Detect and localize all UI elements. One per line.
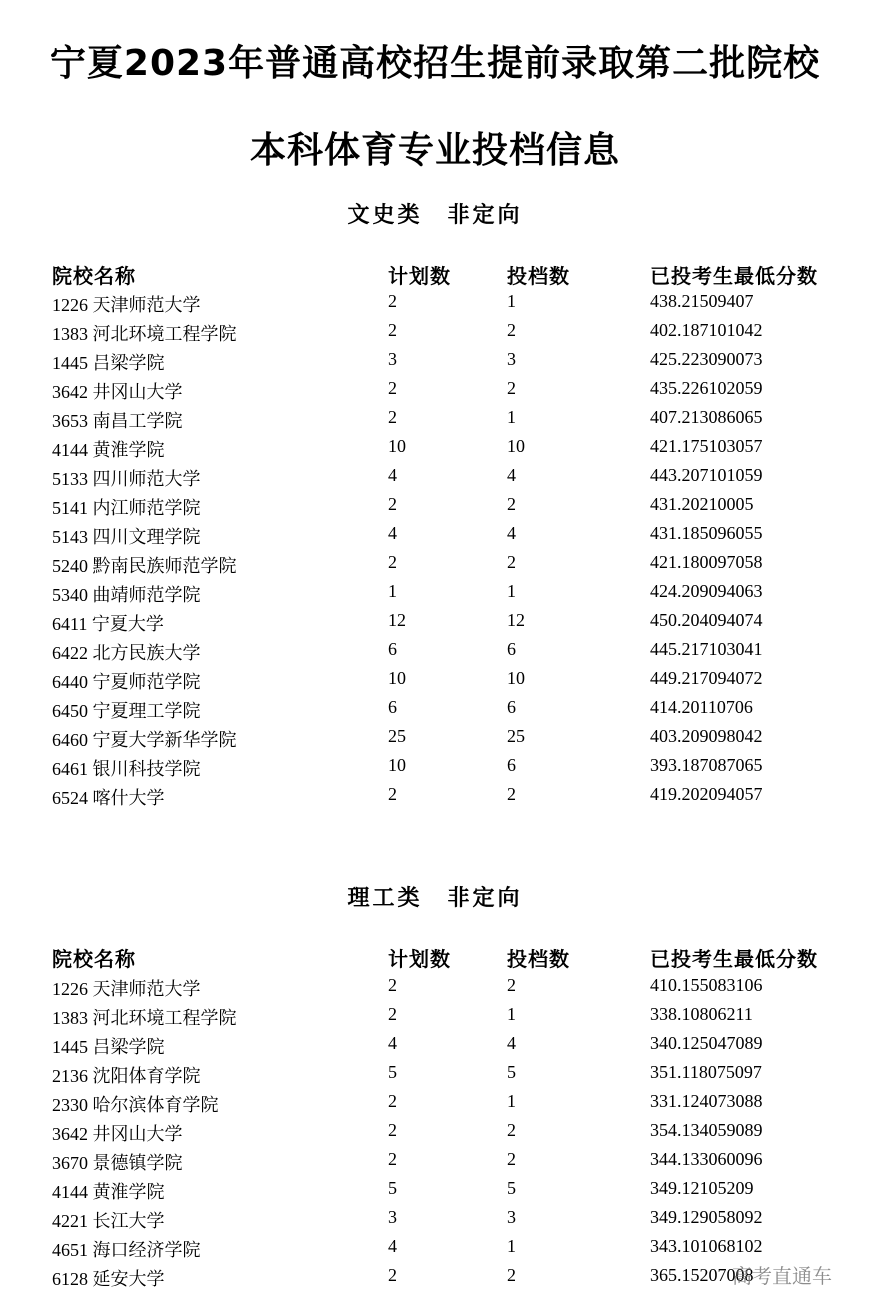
column-header: 投档数 (507, 264, 570, 288)
school-name: 3642 井冈山大学 (52, 1124, 183, 1144)
plan-count: 4 (388, 465, 397, 485)
table-row (0, 349, 870, 378)
table-row (0, 668, 870, 697)
plan-count: 2 (388, 494, 397, 514)
filed-count: 5 (507, 1062, 516, 1082)
min-score: 419.202094057 (650, 784, 763, 804)
min-score: 445.217103041 (650, 639, 763, 659)
school-name: 6422 北方民族大学 (52, 643, 201, 663)
document-title-line2: 本科体育专业投档信息 (249, 130, 620, 171)
min-score: 449.217094072 (650, 668, 763, 688)
table-row (0, 1033, 870, 1062)
plan-count: 5 (388, 1062, 397, 1082)
school-name: 5340 曲靖师范学院 (52, 585, 201, 605)
plan-count: 6 (388, 697, 397, 717)
filed-count: 5 (507, 1178, 516, 1198)
plan-count: 2 (388, 1120, 397, 1140)
table-row (0, 755, 870, 784)
min-score: 393.187087065 (650, 755, 763, 775)
filed-count: 2 (507, 784, 516, 804)
min-score: 349.129058092 (650, 1207, 763, 1227)
plan-count: 4 (388, 1236, 397, 1256)
column-header: 院校名称 (52, 947, 136, 971)
table-row (0, 1207, 870, 1236)
plan-count: 2 (388, 1149, 397, 1169)
school-name: 6411 宁夏大学 (52, 614, 164, 634)
school-name: 6460 宁夏大学新华学院 (52, 730, 237, 750)
min-score: 431.185096055 (650, 523, 763, 543)
school-name: 2330 哈尔滨体育学院 (52, 1095, 219, 1115)
school-name: 1226 天津师范大学 (52, 979, 201, 999)
section-heading: 理工类 非定向 (347, 885, 523, 911)
column-header: 计划数 (388, 947, 451, 971)
table-row (0, 1149, 870, 1178)
school-name: 3670 景德镇学院 (52, 1153, 183, 1173)
filed-count: 1 (507, 407, 516, 427)
filed-count: 1 (507, 1091, 516, 1111)
filed-count: 1 (507, 581, 516, 601)
filed-count: 6 (507, 697, 516, 717)
watermark: 高考直通车 (732, 1264, 832, 1288)
min-score: 331.124073088 (650, 1091, 763, 1111)
filed-count: 2 (507, 1265, 516, 1285)
table-row (0, 378, 870, 407)
filed-count: 4 (507, 465, 516, 485)
filed-count: 2 (507, 1120, 516, 1140)
filed-count: 25 (507, 726, 525, 746)
min-score: 424.209094063 (650, 581, 763, 601)
school-name: 5143 四川文理学院 (52, 527, 201, 547)
table-row (0, 320, 870, 349)
table-row (0, 1120, 870, 1149)
school-name: 4651 海口经济学院 (52, 1240, 201, 1260)
school-name: 6450 宁夏理工学院 (52, 701, 201, 721)
school-name: 1383 河北环境工程学院 (52, 324, 237, 344)
min-score: 365.15207008 (650, 1265, 754, 1285)
table-row (0, 1004, 870, 1033)
table-row (0, 1091, 870, 1120)
plan-count: 2 (388, 291, 397, 311)
plan-count: 2 (388, 975, 397, 995)
filed-count: 3 (507, 1207, 516, 1227)
filed-count: 4 (507, 1033, 516, 1053)
section-heading: 文史类 非定向 (347, 202, 523, 228)
min-score: 450.204094074 (650, 610, 763, 630)
column-header: 计划数 (388, 264, 451, 288)
plan-count: 6 (388, 639, 397, 659)
school-name: 5141 内江师范学院 (52, 498, 201, 518)
document-title-line1: 宁夏2023年普通高校招生提前录取第二批院校 (49, 43, 821, 84)
plan-count: 2 (388, 320, 397, 340)
plan-count: 2 (388, 552, 397, 572)
filed-count: 2 (507, 378, 516, 398)
min-score: 425.223090073 (650, 349, 763, 369)
table-row (0, 610, 870, 639)
min-score: 351.118075097 (650, 1062, 762, 1082)
min-score: 443.207101059 (650, 465, 763, 485)
plan-count: 2 (388, 1004, 397, 1024)
min-score: 435.226102059 (650, 378, 763, 398)
school-name: 3642 井冈山大学 (52, 382, 183, 402)
table-row (0, 494, 870, 523)
column-header: 已投考生最低分数 (650, 947, 818, 971)
min-score: 421.175103057 (650, 436, 763, 456)
min-score: 410.155083106 (650, 975, 763, 995)
school-name: 6524 喀什大学 (52, 788, 165, 808)
school-name: 4144 黄淮学院 (52, 440, 165, 460)
min-score: 354.134059089 (650, 1120, 763, 1140)
plan-count: 2 (388, 378, 397, 398)
min-score: 421.180097058 (650, 552, 763, 572)
column-header: 院校名称 (52, 264, 136, 288)
table-row (0, 436, 870, 465)
min-score: 338.10806211 (650, 1004, 753, 1024)
plan-count: 10 (388, 755, 406, 775)
filed-count: 6 (507, 755, 516, 775)
school-name: 6440 宁夏师范学院 (52, 672, 201, 692)
school-name: 1445 吕梁学院 (52, 353, 165, 373)
min-score: 414.20110706 (650, 697, 753, 717)
plan-count: 4 (388, 1033, 397, 1053)
table-row (0, 697, 870, 726)
filed-count: 1 (507, 1236, 516, 1256)
min-score: 340.125047089 (650, 1033, 763, 1053)
filed-count: 4 (507, 523, 516, 543)
plan-count: 2 (388, 784, 397, 804)
plan-count: 3 (388, 349, 397, 369)
table-row (0, 1178, 870, 1207)
filed-count: 2 (507, 494, 516, 514)
table-row (0, 465, 870, 494)
table-row (0, 552, 870, 581)
school-name: 6461 银川科技学院 (52, 759, 201, 779)
table-header (0, 943, 870, 972)
filed-count: 6 (507, 639, 516, 659)
filed-count: 2 (507, 552, 516, 572)
plan-count: 12 (388, 610, 406, 630)
filed-count: 3 (507, 349, 516, 369)
school-name: 4221 长江大学 (52, 1211, 165, 1231)
min-score: 403.209098042 (650, 726, 763, 746)
plan-count: 2 (388, 407, 397, 427)
min-score: 349.12105209 (650, 1178, 754, 1198)
filed-count: 10 (507, 436, 525, 456)
table-row (0, 975, 870, 1004)
table-header (0, 260, 870, 289)
school-name: 5133 四川师范大学 (52, 469, 201, 489)
min-score: 344.133060096 (650, 1149, 763, 1169)
plan-count: 2 (388, 1091, 397, 1111)
school-name: 3653 南昌工学院 (52, 411, 183, 431)
filed-count: 2 (507, 320, 516, 340)
column-header: 已投考生最低分数 (650, 264, 818, 288)
table-row (0, 1062, 870, 1091)
table-row (0, 726, 870, 755)
school-name: 1226 天津师范大学 (52, 295, 201, 315)
plan-count: 25 (388, 726, 406, 746)
min-score: 402.187101042 (650, 320, 763, 340)
school-name: 2136 沈阳体育学院 (52, 1066, 201, 1086)
table-row (0, 291, 870, 320)
filed-count: 12 (507, 610, 525, 630)
school-name: 5240 黔南民族师范学院 (52, 556, 237, 576)
plan-count: 4 (388, 523, 397, 543)
table-row (0, 639, 870, 668)
filed-count: 1 (507, 291, 516, 311)
column-header: 投档数 (507, 947, 570, 971)
min-score: 407.213086065 (650, 407, 763, 427)
plan-count: 5 (388, 1178, 397, 1198)
filed-count: 10 (507, 668, 525, 688)
table-row (0, 581, 870, 610)
school-name: 1383 河北环境工程学院 (52, 1008, 237, 1028)
filed-count: 2 (507, 975, 516, 995)
filed-count: 2 (507, 1149, 516, 1169)
table-row (0, 407, 870, 436)
school-name: 4144 黄淮学院 (52, 1182, 165, 1202)
plan-count: 2 (388, 1265, 397, 1285)
school-name: 1445 吕梁学院 (52, 1037, 165, 1057)
table-row (0, 784, 870, 813)
plan-count: 1 (388, 581, 397, 601)
plan-count: 3 (388, 1207, 397, 1227)
table-row (0, 523, 870, 552)
min-score: 431.20210005 (650, 494, 754, 514)
min-score: 343.101068102 (650, 1236, 763, 1256)
filed-count: 1 (507, 1004, 516, 1024)
min-score: 438.21509407 (650, 291, 754, 311)
plan-count: 10 (388, 436, 406, 456)
school-name: 6128 延安大学 (52, 1269, 165, 1289)
plan-count: 10 (388, 668, 406, 688)
